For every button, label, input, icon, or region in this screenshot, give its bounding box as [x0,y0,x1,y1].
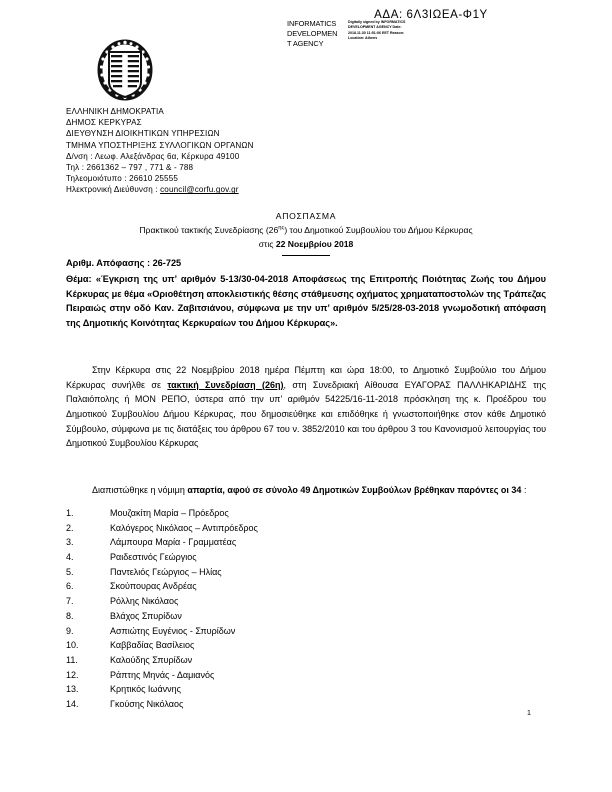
hellenic-republic-emblem-icon [96,38,154,102]
attendee-number: 10. [66,640,79,651]
letterhead-directorate: ΔΙΕΥΘΥΝΣΗ ΔΙΟΙΚΗΤΙΚΩΝ ΥΠΗΡΕΣΙΩΝ [66,129,220,139]
quorum-segment-3: : [521,485,527,495]
convening-session-type: τακτική Συνεδρίαση (26η) [167,379,284,390]
attendee-name: Καββαδίας Βασίλειος [110,640,195,651]
attendee-name: Καλούδης Σπυρίδων [110,654,193,665]
attendee-name: Ασπιώτης Ευγένιος - Σπυρίδων [110,625,236,636]
attendee-name: Παντελιός Γεώργιος – Ηλίας [110,566,222,577]
quorum-segment-1: Διαπιστώθηκε η νόμιμη [92,485,188,495]
attendee-number: 14. [66,698,79,709]
letterhead-republic: ΕΛΛΗΝΙΚΗ ΔΗΜΟΚΡΑΤΙΑ [66,107,164,116]
attendee-number: 6. [66,581,74,592]
ada-code: ΑΔΑ: 6Λ3ΙΩΕΑ-Φ1Υ [374,9,488,21]
attendee-name: Καλόγερος Νικόλαος – Αντιπρόεδρος [110,522,258,533]
list-item [66,626,366,641]
list-item [66,567,366,582]
signature-agency-line-2: DEVELOPMEN [287,28,338,38]
digital-signature-stamp [287,19,418,48]
attendee-number: 11. [66,654,78,665]
list-item [66,699,366,714]
letterhead-email-label: Ηλεκτρονική Διεύθυνση : [66,185,161,195]
attendee-name: Ραιδεστινός Γεώργιος [110,552,197,563]
minutes-ordinal-suffix: ης [278,225,285,232]
attendee-number: 7. [66,596,74,607]
attendee-number: 5. [66,566,74,577]
session-date-prefix: στις [258,238,276,249]
attendee-name: Γκούσης Νικόλαος [110,698,184,709]
letterhead-municipality: ΔΗΜΟΣ ΚΕΡΚΥΡΑΣ [66,118,142,128]
subject-label: Θέμα: [66,274,96,284]
email-link[interactable]: council@corfu.gov.gr [160,185,239,195]
list-item [66,596,366,611]
minutes-line [56,224,556,238]
attendee-number: 4. [66,552,74,563]
list-item [66,655,366,670]
letterhead-block [66,106,254,196]
minutes-pre: Πρακτικού τακτικής Συνεδρίασης (26 [139,224,279,235]
attendee-list [66,508,366,714]
letterhead-address: Δ/νση : Λεωφ. Αλεξάνδρας 6α, Κέρκυρα 49100 [66,151,240,161]
subject-text: «Έγκριση της υπ’ αριθμόν 5-13/30-04-2018 Αποφάσεως της Επιτροπής Ποιότητας Ζωής του Δήμου Κέρκυρας με θέμα «Οριοθέτηση αποκλειστικής θέσης στάθμευσης οχήματος χρηματαποστολών της Τράπεζας Πειραιώς στην οδό Καν. Ζαβιτσιάνου, σύμφωνα με την υπ’ αριθμόν 5/25/28-03-2018 γνωμοδοτική απόφαση της Δημοτικής Κοινότητας Κερκυραίων του Δήμου Κέρκυρας». [66,274,546,328]
signature-detail-text: Digitally signed by INFORMATICS DEVELOPMENT AGENCY Date: 2018.11.30 11:51:06 EET Reason: Location: Athens [348,20,406,41]
list-item [66,537,366,552]
list-item [66,611,366,626]
signature-agency-name [287,19,345,48]
attendee-name: Ράπτης Μηνάς - Δαμιανός [110,669,215,680]
title-block [56,210,556,256]
attendee-number: 2. [66,522,74,533]
attendee-name: Λάμπουρα Μαρία - Γραμματέας [110,537,237,548]
attendee-name: Ρόλλης Νικόλαος [110,596,179,607]
letterhead-email-row [66,184,254,195]
title-divider [282,255,330,256]
attendee-name: Βλάχος Σπυρίδων [110,610,182,621]
list-item [66,552,366,567]
decision-number: Αριθμ. Απόφασης : 26-725 [66,258,182,268]
attendee-number: 12. [66,669,79,680]
attendee-number: 1. [66,508,74,518]
attendee-number: 13. [66,684,79,695]
list-item [66,508,366,523]
signature-agency-line-3: T AGENCY [287,38,324,48]
list-item [66,684,366,699]
list-item [66,523,366,538]
list-item [66,581,366,596]
decision-subject [66,272,546,330]
letterhead-fax: Τηλεομοιότυπο : 26610 25555 [66,174,179,184]
quorum-paragraph [66,483,546,498]
convening-segment-3: , στη Συνεδριακή Αίθουσα ΕΥΑΓΟΡΑΣ ΠΑΛΛΗΚΑΡΙΔΗΣ της Παλαιόπολης ή ΜΟΝ ΡΕΠΟ, ύστερα από την υπ’ αριθμόν 54225/16-11-2018 πρόσκληση της κ. Προέδρου του Δημοτικού Συμβουλίου Δήμου Κέρκυρας, που δημοσιεύθηκε και επιδόθηκε ή γνωστοποιήθηκε στον κάθε Δημοτικό Σύμβουλο, σύμφωνα με τις διατάξεις του άρθρου 67 του ν. 3852/2010 και του άρθρου 3 του Κανονισμού λειτουργίας του Δημοτικού Συμβουλίου Κέρκυρας [66,379,546,449]
list-item [66,670,366,685]
session-date-line [56,238,556,252]
attendee-number: 3. [66,537,74,548]
minutes-post: ) του Δημοτικού Συμβουλίου του Δήμου Κέρκυρας [284,224,473,235]
signature-agency-line-1: INFORMATICS [287,19,337,28]
attendee-name: Σκούπουρας Ανδρέας [110,581,197,592]
quorum-counts: απαρτία, αφού σε σύνολο 49 Δημοτικών Συμβούλων βρέθηκαν παρόντες οι 34 [187,485,522,495]
session-convening-paragraph [66,363,546,451]
session-date: 22 Νοεμβρίου 2018 [275,238,354,249]
attendee-name: Κρητικός Ιωάννης [110,684,181,695]
attendee-number: 8. [66,610,74,621]
letterhead-department: ΤΜΗΜΑ ΥΠΟΣΤΗΡΙΞΗΣ ΣΥΛΛΟΓΙΚΩΝ ΟΡΓΑΝΩΝ [66,140,254,150]
list-item [66,640,366,655]
letterhead-phone: Τηλ : 2661362 – 797 , 771 & - 788 [66,162,194,172]
page-number: 1 [527,710,531,717]
convening-segment-1: Στην Κέρκυρα στις 22 Νοεμβρίου 2018 ημέρα Πέμπτη και ώρα 18:00, το Δημοτικό Συμβούλιο του Δήμου Κέρκυρας συνήλθε σε [66,365,546,390]
attendee-name: Μουζακίτη Μαρία – Πρόεδρος [110,508,229,518]
document-type-heading: ΑΠΟΣΠΑΣΜΑ [275,211,337,221]
attendee-number: 9. [66,625,74,636]
